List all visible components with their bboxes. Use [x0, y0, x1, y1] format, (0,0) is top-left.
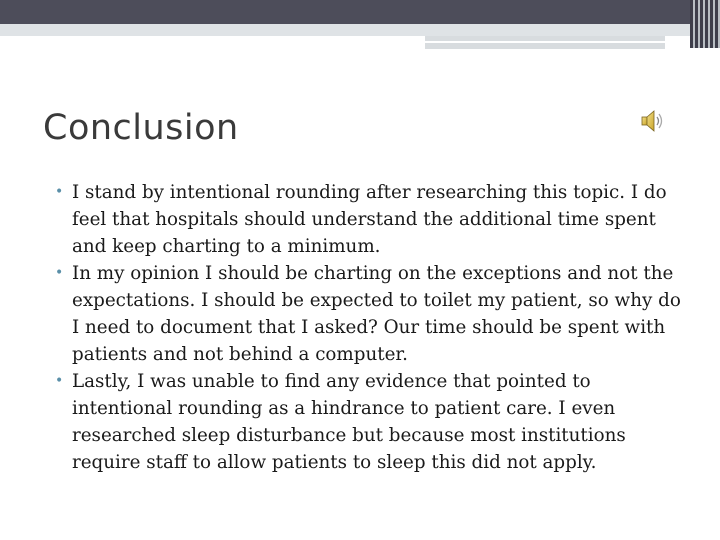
corner-stripes	[690, 0, 720, 48]
top-header-bar	[0, 0, 720, 24]
bullet-marker: •	[55, 184, 64, 200]
top-accent-band	[0, 24, 720, 36]
bullet-text: In my opinion I should be charting on the exceptions and not the expectations. I should be expected to toilet my patient, so why do I need to document that I asked? Our time should be spent with patients and not behind a computer.	[72, 263, 681, 365]
bullet-item	[52, 260, 682, 368]
bullet-item	[52, 179, 682, 260]
bullet-text: Lastly, I was unable to find any evidence that pointed to intentional rounding as a hindrance to patient care. I even researched sleep disturbance but because most institutions require staff to allow patients to sleep this did not apply.	[72, 371, 626, 473]
bullet-marker: •	[55, 265, 64, 281]
bullet-marker: •	[55, 373, 64, 389]
bullet-text: I stand by intentional rounding after researching this topic. I do feel that hospitals should understand the additional time spent and keep charting to a minimum.	[72, 182, 667, 257]
speaker-icon[interactable]	[640, 108, 666, 134]
accent-line	[425, 41, 665, 43]
bullet-list	[52, 179, 682, 476]
slide-title: Conclusion	[43, 108, 239, 148]
bullet-item	[52, 368, 682, 476]
